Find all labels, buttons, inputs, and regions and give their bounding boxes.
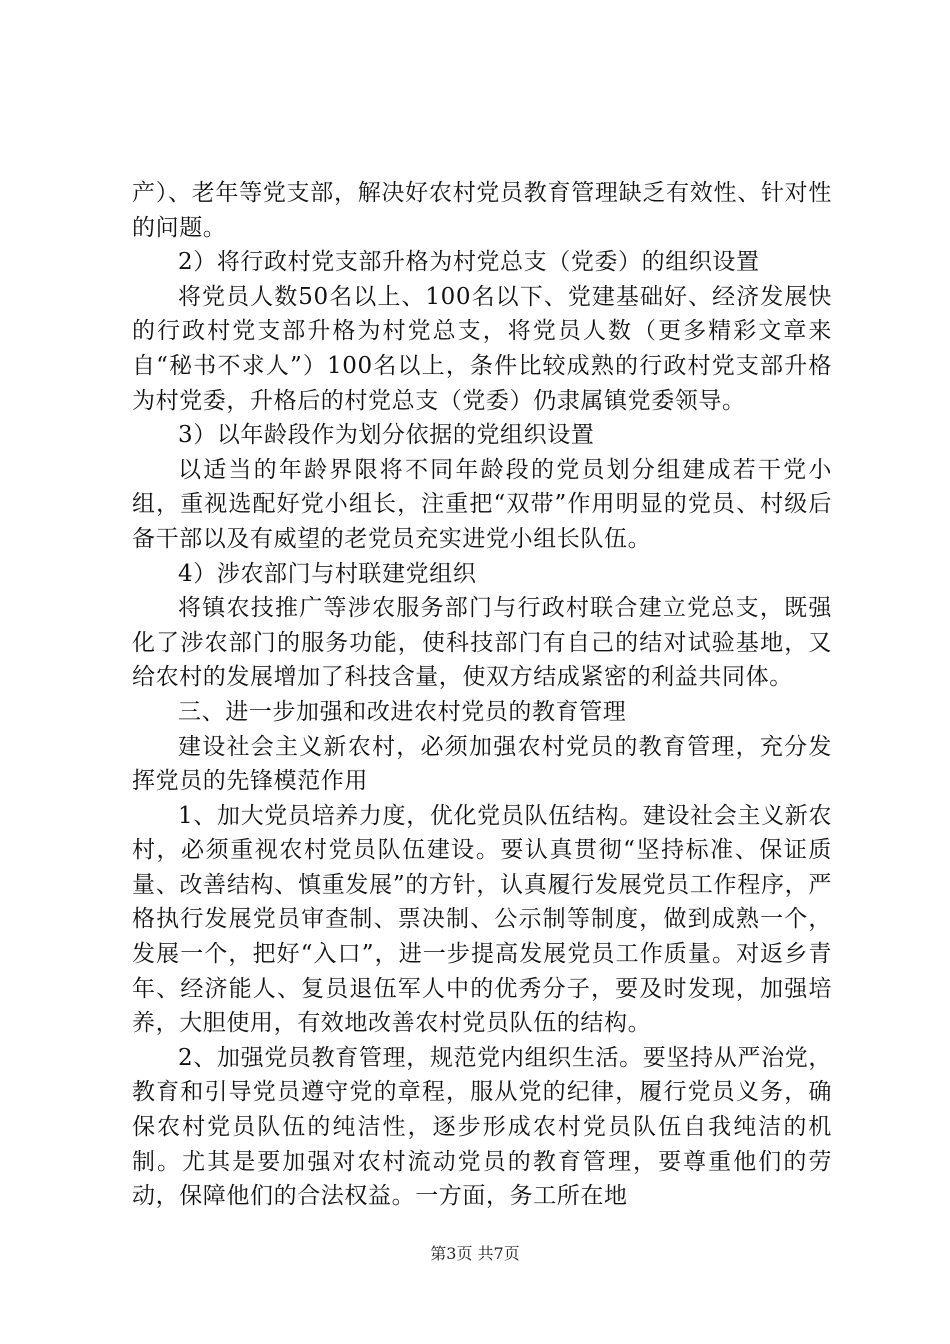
document-body xyxy=(132,176,832,1214)
paragraph-upgrade-branch: 将党员人数50名以上、100名以下、党建基础好、经济发展快的行政村党支部升格为村党总支，将党员人数（更多精彩文章来自“秘书不求人”）100名以上，条件比较成熟的行政村党支部升格为村党委，升格后的村党总支（党委）仍隶属镇党委领导。 xyxy=(132,283,832,414)
paragraph-item-one: 1、加大党员培养力度，优化党员队伍结构。建设社会主义新农村，必须重视农村党员队伍建设。要认真贯彻“坚持标准、保证质量、改善结构、慎重发展”的方针，认真履行发展党员工作程序，严格执行发展党员审查制、票决制、公示制等制度，做到成熟一个，发展一个，把好“入口”，进一步提高发展党员工作质量。对返乡青年、经济能人、复员退伍军人中的优秀分子，要及时发现，加强培养，大胆使用，有效地改善农村党员队伍的结构。 xyxy=(132,802,832,1037)
subheading-upgrade-branch: 2）将行政村党支部升格为村党总支（党委）的组织设置 xyxy=(178,249,760,276)
paragraph-joint-building: 将镇农技推广等涉农服务部门与行政村联合建立党总支，既强化了涉农部门的服务功能，使科技部门有自己的结对试验基地，又给农村的发展增加了科技含量，使双方结成紧密的利益共同体。 xyxy=(132,595,832,691)
section-heading-three: 三、进一步加强和改进农村党员的教育管理 xyxy=(178,698,627,725)
paragraph-continuation: 产）、老年等党支部，解决好农村党员教育管理缺乏有效性、针对性的问题。 xyxy=(132,180,832,241)
paragraph-section-intro: 建设社会主义新农村，必须加强农村党员的教育管理，充分发挥党员的先锋模范作用 xyxy=(132,733,832,795)
paragraph-age-group: 以适当的年龄界限将不同年龄段的党员划分组建成若干党小组，重视选配好党小组长，注重把“双带”作用明显的党员、村级后备干部以及有威望的老党员充实进党小组长队伍。 xyxy=(132,456,832,552)
subheading-joint-building: 4）涉农部门与村联建党组织 xyxy=(178,560,477,587)
subheading-age-group: 3）以年龄段作为划分依据的党组织设置 xyxy=(178,422,595,449)
paragraph-item-two: 2、加强党员教育管理，规范党内组织生活。要坚持从严治党，教育和引导党员遵守党的章程，服从党的纪律，履行党员义务，确保农村党员队伍的纯洁性，逐步形成农村党员队伍自我纯洁的机制。尤其是要加强对农村流动党员的教育管理，要尊重他们的劳动，保障他们的合法权益。一方面，务工所在地 xyxy=(132,1044,832,1210)
page-number-footer: 第3页 共7页 xyxy=(430,1244,520,1263)
